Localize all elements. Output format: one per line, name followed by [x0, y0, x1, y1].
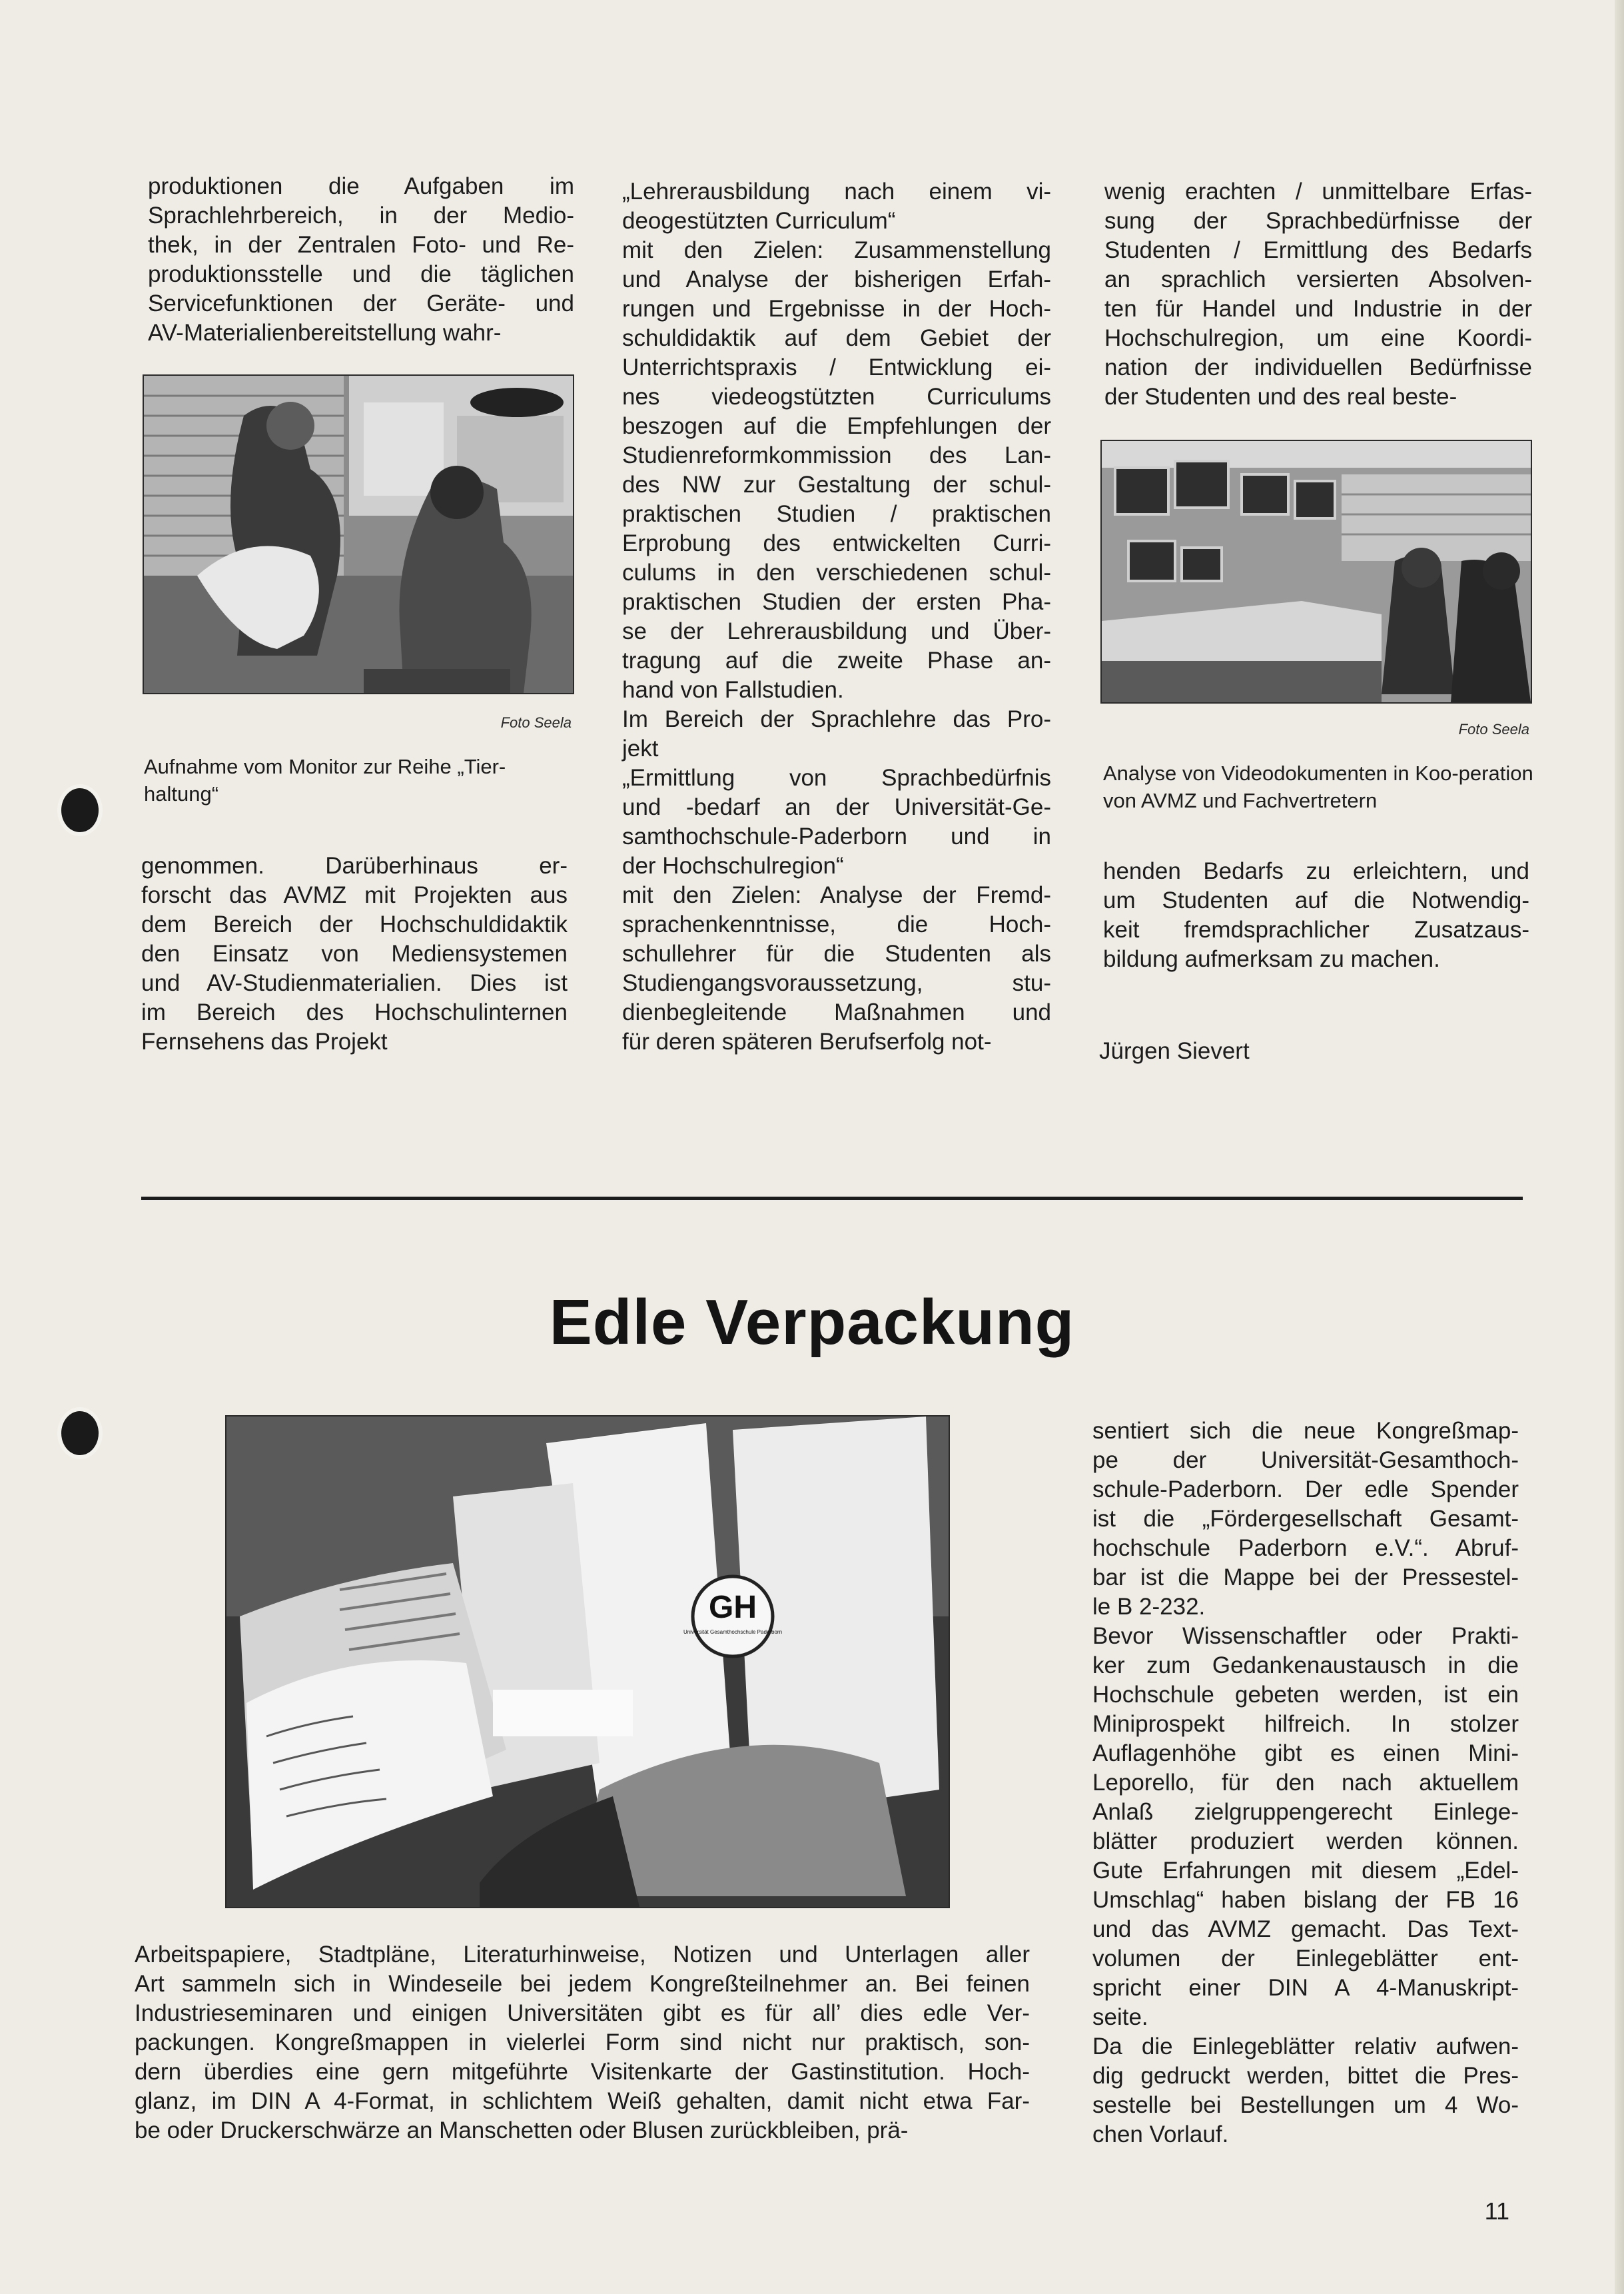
text-line: dem Bereich der Hochschuldidaktik — [141, 911, 568, 937]
column-3-top-text — [1104, 177, 1532, 412]
text-line: sung der Sprachbedürfnisse der — [1104, 208, 1532, 234]
text-line: hochschule Paderborn e.V.“. Abruf- — [1092, 1535, 1519, 1561]
text-line: und Analyse der bisherigen Erfah- — [622, 267, 1051, 292]
text-line: mit den Zielen: Analyse der Fremd- — [622, 882, 1051, 908]
text-line: ist die „Fördergesellschaft Gesamt- — [1092, 1506, 1519, 1532]
photo-pig-monitor-image — [144, 376, 573, 693]
text-line: praktischen Studien / praktischen — [622, 501, 1051, 527]
text-line: um Studenten auf die Notwendig- — [1103, 887, 1529, 913]
text-line: be oder Druckerschwärze an Manschetten oder Blusen zurückbleiben, prä- — [135, 2117, 909, 2143]
text-line: Studiengangsvoraussetzung, stu- — [622, 970, 1051, 996]
text-line: dig gedruckt werden, bittet die Pres- — [1092, 2063, 1519, 2089]
text-line: le B 2-232. — [1092, 1594, 1206, 1620]
text-line: blätter produziert werden können. — [1092, 1828, 1519, 1854]
text-line: AV-Materialienbereitstellung wahr- — [148, 320, 502, 346]
column-1-bottom-text — [141, 852, 568, 1057]
text-line: pe der Universität-Gesamthoch- — [1092, 1447, 1519, 1473]
text-line: nes viedeogstützten Curriculums — [622, 384, 1051, 410]
text-line: nation der individuellen Bedürfnisse — [1104, 354, 1532, 380]
text-line: glanz, im DIN A 4-Format, in schlichtem Weiß gehalten, damit nicht etwa Far- — [135, 2088, 1030, 2114]
text-line: mit den Zielen: Zusammenstellung — [622, 237, 1051, 263]
text-line: Anlaß zielgruppengerecht Einlege- — [1092, 1799, 1519, 1825]
text-line: sentiert sich die neue Kongreßmap- — [1092, 1418, 1519, 1444]
text-line: genommen. Darüberhinaus er- — [141, 853, 568, 879]
text-line: spricht einer DIN A 4-Manuskript- — [1092, 1975, 1519, 2001]
photo-caption: Analyse von Videodokumenten in Koo-peration von AVMZ und Fachvertretern — [1103, 762, 1533, 812]
text-line: Unterrichtspraxis / Entwicklung ei- — [622, 354, 1051, 380]
column-2-text — [622, 177, 1051, 1057]
text-line: culums in den verschiedenen schul- — [622, 560, 1051, 586]
text-line: tragung auf die zweite Phase an- — [622, 648, 1051, 674]
photo-video-studio-image — [1102, 441, 1531, 702]
text-line: dern überdies eine gern mitgeführte Visitenkarte der Gastinstitution. Hoch- — [135, 2059, 1030, 2085]
text-line: rungen und Ergebnisse in der Hoch- — [622, 296, 1051, 322]
photo-caption: Aufnahme vom Monitor zur Reihe „Tier-haltung“ — [144, 755, 506, 806]
text-line: se der Lehrerausbildung und Über- — [622, 618, 1051, 644]
text-line: packungen. Kongreßmappen in vielerlei Form sind nicht nur praktisch, son- — [135, 2029, 1030, 2055]
text-line: bar ist die Mappe bei der Pressestel- — [1092, 1564, 1519, 1590]
text-line: im Bereich des Hochschulinternen — [141, 999, 568, 1025]
text-line: Hochschule gebeten werden, ist ein — [1092, 1682, 1519, 1708]
column-1-top-text — [148, 172, 574, 348]
article-right-column — [1092, 1417, 1519, 2149]
text-line: Auflagenhöhe gibt es einen Mini- — [1092, 1740, 1519, 1766]
photo-credit: Foto Seela — [500, 714, 572, 731]
text-line: dienbegleitende Maßnahmen und — [622, 999, 1051, 1025]
text-line: Im Bereich der Sprachlehre das Pro- — [622, 706, 1051, 732]
text-line: thek, in der Zentralen Foto- und Re- — [148, 232, 574, 258]
text-line: der Studenten und des real beste- — [1104, 384, 1457, 410]
text-line: Fernsehens das Projekt — [141, 1029, 388, 1055]
text-line: samthochschule-Paderborn und in — [622, 824, 1051, 850]
text-line: Bevor Wissenschaftler oder Prakti- — [1092, 1623, 1519, 1649]
text-line: Studenten / Ermittlung des Bedarfs — [1104, 237, 1532, 263]
text-line: und AV-Studienmaterialien. Dies ist — [141, 970, 568, 996]
text-line: Art sammeln sich in Windeseile bei jedem Kongreßteilnehmer an. Bei feinen — [135, 1971, 1030, 1997]
text-line: an sprachlich versierten Absolven- — [1104, 267, 1532, 292]
text-line: sprachenkenntnisse, die Hoch- — [622, 911, 1051, 937]
text-line: ker zum Gedankenaustausch in die — [1092, 1652, 1519, 1678]
text-line: und das AVMZ gemacht. Das Text- — [1092, 1916, 1519, 1942]
text-line: Servicefunktionen der Geräte- und — [148, 290, 574, 316]
text-line: keit fremdsprachlicher Zusatzaus- — [1103, 917, 1529, 943]
text-line: Studienreformkommission des Lan- — [622, 442, 1051, 468]
text-line: für deren späteren Berufserfolg not- — [622, 1029, 992, 1055]
text-line: und -bedarf an der Universität-Ge- — [622, 794, 1051, 820]
text-line: schuldidaktik auf dem Gebiet der — [622, 325, 1051, 351]
column-3-bottom-text — [1103, 857, 1529, 974]
text-line: deogestützten Curriculum“ — [622, 208, 896, 234]
text-line: Gute Erfahrungen mit diesem „Edel- — [1092, 1858, 1519, 1884]
text-line: wenig erachten / unmittelbare Erfas- — [1104, 179, 1532, 205]
section-divider — [141, 1197, 1523, 1200]
photo-video-studio — [1100, 440, 1532, 704]
text-line: jekt — [622, 736, 659, 762]
text-line: chen Vorlauf. — [1092, 2121, 1229, 2147]
text-line: forscht das AVMZ mit Projekten aus — [141, 882, 568, 908]
text-line: schullehrer für die Studenten als — [622, 941, 1051, 967]
text-line: bildung aufmerksam zu machen. — [1103, 946, 1440, 972]
punch-hole — [61, 1411, 99, 1455]
folder-logo-text: GH — [709, 1590, 757, 1625]
text-line: den Einsatz von Mediensystemen — [141, 941, 568, 967]
text-line: produktionen die Aufgaben im — [148, 173, 574, 199]
photo-credit: Foto Seela — [1458, 721, 1529, 738]
folder-logo-subtext: Universität Gesamthochschule Paderborn — [683, 1629, 783, 1635]
article-main-text — [135, 1940, 1030, 2145]
text-line: ten für Handel und Industrie in der — [1104, 296, 1532, 322]
text-line: Sprachlehrbereich, in der Medio- — [148, 203, 574, 229]
text-line: Arbeitspapiere, Stadtpläne, Literaturhinweise, Notizen und Unterlagen aller — [135, 1942, 1030, 1968]
text-line: seite. — [1092, 2004, 1148, 2030]
text-line: volumen der Einlegeblätter ent- — [1092, 1946, 1519, 1972]
text-line: Miniprospekt hilfreich. In stolzer — [1092, 1711, 1519, 1737]
text-line: produktionsstelle und die täglichen — [148, 261, 574, 287]
text-line: schule-Paderborn. Der edle Spender — [1092, 1476, 1519, 1502]
photo-pig-monitor — [143, 374, 574, 694]
text-line: Da die Einlegeblätter relativ aufwen- — [1092, 2033, 1519, 2059]
article-author: Jürgen Sievert — [1099, 1038, 1250, 1064]
text-line: beszogen auf die Empfehlungen der — [622, 413, 1051, 439]
page-number: 11 — [1484, 2197, 1509, 2225]
text-line: Umschlag“ haben bislang der FB 16 — [1092, 1887, 1519, 1913]
text-line: Leporello, für den nach aktuellem — [1092, 1770, 1519, 1796]
photo-congress-folder-image — [226, 1417, 949, 1907]
photo-congress-folder — [225, 1415, 950, 1908]
text-line: „Ermittlung von Sprachbedürfnis — [622, 765, 1051, 791]
punch-hole — [61, 788, 99, 832]
paper-edge — [1615, 0, 1624, 2294]
text-line: der Hochschulregion“ — [622, 853, 844, 879]
text-line: des NW zur Gestaltung der schul- — [622, 472, 1051, 498]
article-headline: Edle Verpackung — [549, 1287, 1075, 1358]
text-line: Industrieseminaren und einigen Universitäten gibt es für all’ dies edle Ver- — [135, 2000, 1030, 2026]
text-line: „Lehrerausbildung nach einem vi- — [622, 179, 1051, 205]
text-line: Erprobung des entwickelten Curri- — [622, 530, 1051, 556]
text-line: sestelle bei Bestellungen um 4 Wo- — [1092, 2092, 1519, 2118]
text-line: hand von Fallstudien. — [622, 677, 844, 703]
text-line: Hochschulregion, um eine Koordi- — [1104, 325, 1532, 351]
text-line: henden Bedarfs zu erleichtern, und — [1103, 858, 1529, 884]
text-line: praktischen Studien der ersten Pha- — [622, 589, 1051, 615]
